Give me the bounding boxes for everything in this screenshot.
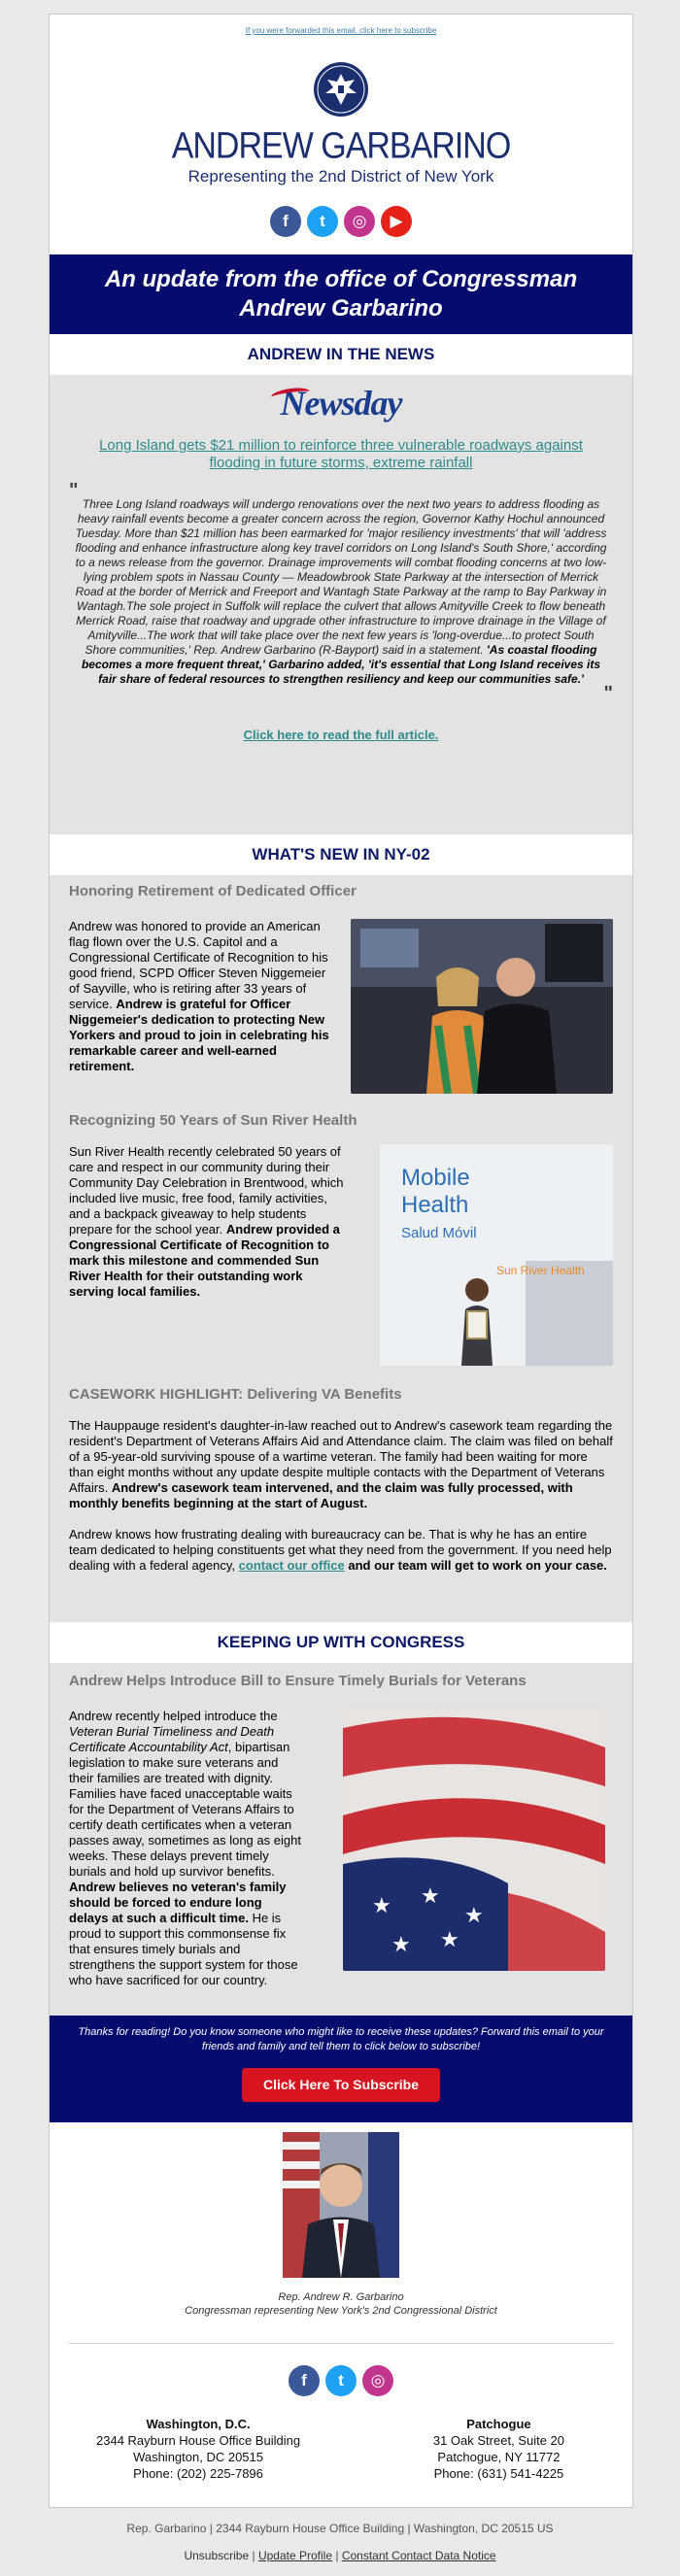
office-phone: Phone: (202) 225-7896 — [133, 2466, 263, 2481]
read-full-article — [50, 700, 632, 756]
office-patchogue — [433, 2416, 564, 2482]
congress-story-title: Andrew Helps Introduce Bill to Ensure Timely Burials for Veterans — [69, 1673, 527, 1689]
ny02-panel — [50, 875, 632, 1622]
story-1-text-plain: Andrew was honored to provide an American flag flown over the U.S. Capitol and a Congressional Certificate of Recognition to his good friend, SCPD Officer Steven Niggemeier of Sayville, who is retiring after 33 years of service. — [69, 919, 328, 1011]
read-full-article-link[interactable]: Click here to read the full article. — [243, 728, 439, 742]
subscribe-button[interactable]: Click Here To Subscribe — [242, 2068, 440, 2102]
american-flag-photo — [343, 1709, 605, 1971]
footer-separator: | — [335, 2549, 339, 2562]
office-heading: Washington, D.C. — [146, 2417, 251, 2431]
office-phone: Phone: (631) 541-4225 — [433, 2466, 564, 2481]
congress-panel — [50, 1663, 632, 2016]
divider — [69, 2343, 613, 2344]
news-article-title — [50, 425, 632, 472]
contact-office-link[interactable]: contact our office — [238, 1558, 345, 1573]
section-heading-news: ANDREW IN THE NEWS — [50, 334, 632, 375]
youtube-icon[interactable]: ▶ — [381, 206, 412, 237]
story-2-text — [69, 1144, 351, 1371]
thanks-panel — [50, 2016, 632, 2122]
flag-star-icon: ★ — [464, 1903, 484, 1927]
banner-line-1: An update from the office of Congressman — [104, 266, 578, 292]
story-3-p2-plain: Andrew knows how frustrating dealing with bureaucracy can be. That is why he has an entire team dedicated to helping constituents get what they need from the government. If you need help dealing with a federal agency, — [69, 1527, 612, 1573]
congress-text-bold: Andrew believes no veteran's family should be forced to endure long delays at such a difficult time. — [69, 1880, 287, 1925]
story-2 — [50, 1144, 632, 1371]
update-profile-link[interactable]: Update Profile — [257, 2549, 332, 2562]
banner-line-2: Andrew Garbarino — [239, 295, 443, 322]
story-3-title: CASEWORK HIGHLIGHT: Delivering VA Benefits — [69, 1386, 402, 1403]
photo-sign-line-3: Salud Móvil — [401, 1225, 477, 1241]
logo-name: ANDREW GARBARINO — [171, 124, 511, 167]
congress-story — [50, 1709, 632, 1988]
story-3-p1-bold: Andrew's casework team intervened, and the claim was fully processed, with monthly benefits beginning at the start of August. — [69, 1480, 573, 1510]
signature-name: Rep. Andrew R. Garbarino — [278, 2291, 404, 2303]
social-links — [50, 206, 632, 239]
news-quote-text: Three Long Island roadways will undergo renovations over the next two years to address flooding as heavy rainfall events become a greater concern across the region, Governor Kathy Hochul announced Tuesday. More than $21 million has been earmarked for 'major resiliency investments' that will 'address flooding and enhance infrastructure along key travel corridors on Long Island's South Shore,' according to a news release from the governor. Drainage improvements will combat flooding concerns at two low-lying problem spots in Nassau County — Meadowbrook State Parkway at the intersection of Merrick Road at the border of Merrick and Freeport and Wantagh State Parkway at the ramp to Bay Parkway in Wantagh.The sole project in Suffolk will replace the culvert that allows Amityville Creek to flow beneath Merrick Road, raise that roadway and upgrade other infrastructure to improve drainage in the Village of Amityville...The work that will take place over the next few years is 'long-overdue...to protect South Shore communities,' Rep. Andrew Garbarino (R-Bayport) said in a statement. — [75, 497, 607, 657]
story-2-text-bold: Andrew provided a Congressional Certificate of Recognition to mark this milestone and commended Sun River Health for their outstanding work serving local families. — [69, 1222, 340, 1299]
footer-separator: | — [252, 2549, 255, 2562]
forward-subscribe-link[interactable]: If you were forwarded this email, click here to subscribe — [245, 26, 437, 35]
signature-block — [50, 2132, 632, 2318]
story-3-p1-plain: The Hauppauge resident's daughter-in-law reached out to Andrew's casework team regarding the resident's Department of Veterans Affairs Aid and Attendance claim. The claim was filed on behalf of a 95-year-old surviving spouse of a wartime veteran. The family had been waiting for more than eight months without any update despite multiple contacts with the Department of Veterans Affairs. — [69, 1418, 613, 1495]
office-heading: Patchogue — [466, 2417, 531, 2431]
newsday-logo — [50, 375, 632, 425]
section-heading-ny02: WHAT'S NEW IN NY-02 — [50, 834, 632, 875]
congress-text-b: , bipartisan legislation to make sure veterans and their families are treated with dignity. Families have faced unacceptable waits for the Department of Veterans Affairs to certify death certificates when a veteran passes away, sometimes as long as eight weeks. These delays prevent timely burials and hold up survivor benefits. — [69, 1740, 301, 1879]
photo-sign-line-4: Sun River Health — [496, 1264, 585, 1277]
photo-sign-line-1: Mobile — [401, 1165, 470, 1191]
instagram-icon[interactable]: ◎ — [362, 2365, 393, 2396]
office-line-2: Washington, DC 20515 — [133, 2450, 263, 2464]
instagram-icon[interactable]: ◎ — [344, 206, 375, 237]
newsday-logo-text: Newsday — [280, 384, 402, 423]
footer-address: Rep. Garbarino | 2344 Rayburn House Office Building | Washington, DC 20515 US — [126, 2522, 554, 2535]
flag-star-icon: ★ — [372, 1893, 391, 1917]
story-1-title: Honoring Retirement of Dedicated Officer — [69, 883, 357, 899]
flag-star-icon: ★ — [440, 1927, 459, 1951]
sun-river-health-photo — [380, 1144, 613, 1366]
office-line-2: Patchogue, NY 11772 — [437, 2450, 561, 2464]
eagle-seal-icon — [312, 60, 370, 119]
congress-text-c: He is proud to support this commonsense fix that ensures timely burials and strengthens the support system for those who have sacrificed for our country. — [69, 1911, 298, 1987]
office-line-1: 2344 Rayburn House Office Building — [96, 2433, 301, 2448]
news-panel — [50, 375, 632, 834]
congress-text-italic: Veteran Burial Timeliness and Death Certificate Accountability Act — [69, 1724, 275, 1754]
office-washington — [96, 2416, 300, 2482]
congress-story-text — [69, 1709, 302, 1988]
facebook-icon[interactable]: f — [289, 2365, 320, 2396]
footer-social-links — [50, 2365, 632, 2398]
facebook-icon[interactable]: f — [270, 206, 301, 237]
story-1 — [50, 919, 632, 1099]
flag-star-icon: ★ — [421, 1883, 440, 1908]
update-banner — [50, 254, 632, 334]
news-quote — [50, 497, 632, 687]
story-2-text-plain: Sun River Health recently celebrated 50 years of care and respect in our community during their Community Day Celebration in Brentwood, which included live music, free food, family activities, and a backpack giveaway to help students prepare for the school year. — [69, 1144, 344, 1237]
news-article-link[interactable]: Long Island gets $21 million to reinforce three vulnerable roadways against flooding in future storms, extreme rainfall — [99, 437, 583, 471]
office-line-1: 31 Oak Street, Suite 20 — [432, 2433, 564, 2448]
section-heading-congress: KEEPING UP WITH CONGRESS — [50, 1622, 632, 1663]
twitter-icon[interactable]: t — [325, 2365, 357, 2396]
flag-star-icon: ★ — [391, 1932, 411, 1956]
story-2-title: Recognizing 50 Years of Sun River Health — [69, 1112, 357, 1129]
photo-sign-line-2: Health — [401, 1192, 469, 1218]
close-quote-mark: " — [603, 683, 613, 704]
story-3-paragraph-1 — [50, 1418, 632, 1511]
news-quote-bold: 'As coastal flooding becomes a more frequent threat,' Garbarino added, 'it's essential that Long Island receives its fair share of federal resources to strengthen resiliency and keep our communities safe.' — [81, 643, 601, 686]
data-notice-link[interactable]: Constant Contact Data Notice — [341, 2549, 496, 2562]
unsubscribe-link[interactable]: Unsubscribe — [184, 2549, 250, 2562]
story-3-p2-bold: and our team will get to work on your case. — [344, 1558, 607, 1573]
twitter-icon[interactable]: t — [307, 206, 338, 237]
logo-subtitle: Representing the 2nd District of New York — [187, 167, 494, 186]
story-1-text-bold: Andrew is grateful for Officer Niggemeier's dedication to protecting New Yorkers and proud to join in celebrating his remarkable career and well-earned retirement. — [69, 997, 329, 1073]
signature-role: Congressman representing New York's 2nd Congressional District — [185, 2305, 497, 2317]
email-container — [49, 14, 633, 2508]
story-3-paragraph-2 — [50, 1527, 632, 1574]
footer — [0, 2508, 680, 2562]
office-addresses — [50, 2416, 632, 2482]
open-quote-mark: " — [69, 480, 79, 501]
logo-block — [50, 60, 632, 186]
officer-retirement-photo — [351, 919, 613, 1094]
footer-links — [0, 2549, 680, 2562]
congress-text-a: Andrew recently helped introduce the — [69, 1709, 278, 1723]
congressman-portrait — [283, 2132, 399, 2278]
thanks-text: Thanks for reading! Do you know someone who might like to receive these updates? Forward this email to your friends and family and tell them to click below to subscribe! — [78, 2026, 604, 2052]
story-1-text — [69, 919, 335, 1099]
